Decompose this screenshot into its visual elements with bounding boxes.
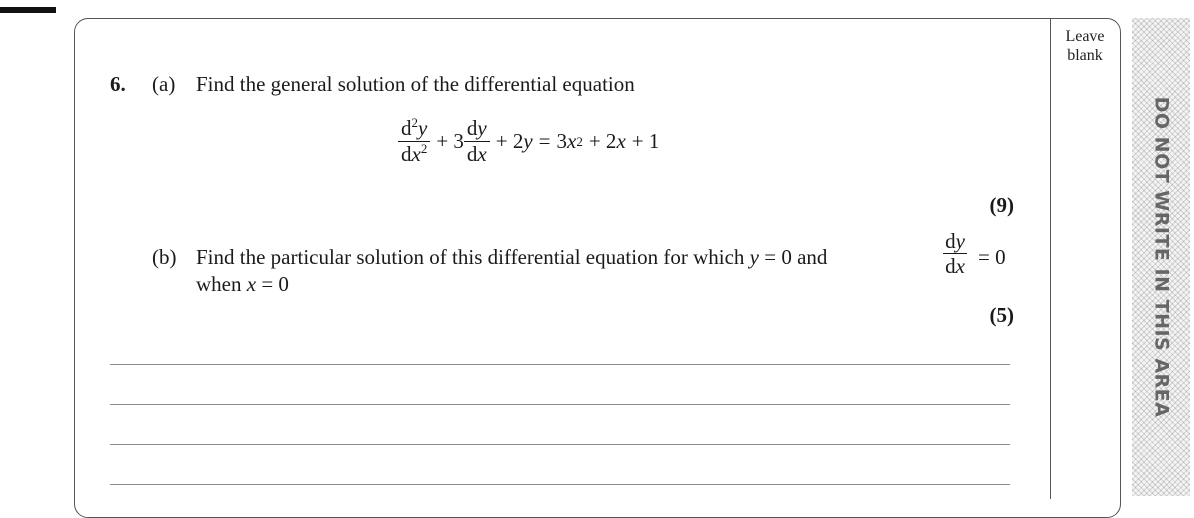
- answer-line[interactable]: [110, 364, 1010, 365]
- leave-blank-label: Leave blank: [1065, 28, 1105, 64]
- part-b-text-line1: Find the particular solution of this differential equation for which y = 0 and: [196, 245, 828, 269]
- corner-mark: [0, 7, 56, 13]
- y-variable: y: [523, 129, 533, 153]
- part-b-label: (b): [152, 245, 177, 269]
- rhs-x-squared: x: [567, 129, 577, 153]
- answer-line[interactable]: [110, 484, 1010, 485]
- dy-dx-fraction: $\frac{dy}{dx}$: [945, 229, 965, 278]
- rhs-coefficient: 3: [556, 129, 568, 153]
- rhs-plus-one: + 1: [631, 129, 660, 153]
- part-b-text-line2: when x = 0: [196, 272, 289, 296]
- do-not-write-banner: [1132, 18, 1190, 496]
- condition-equals-zero: = 0: [978, 245, 1006, 269]
- part-b-marks: (5): [989, 303, 1014, 327]
- leave-blank-divider: [1050, 19, 1051, 499]
- rhs-plus-two: + 2: [588, 129, 617, 153]
- part-a-text: Find the general solution of the differential equation: [196, 72, 635, 96]
- plus-two: + 2: [495, 129, 524, 153]
- do-not-write-text: DO NOT WRITE IN THIS AREA: [1150, 96, 1172, 418]
- equals-sign: =: [538, 129, 551, 153]
- differential-equation: $\frac{d^2y}{dx^2}$ + 3 $\frac{dy}{dx}$ + 2 y = 3 x 2 + 2 x + 1: [398, 116, 659, 167]
- question-number: 6.: [110, 72, 126, 96]
- second-derivative-fraction: $\frac{d^2y}{dx^2}$: [398, 116, 430, 167]
- first-derivative-fraction: $\frac{dy}{dx}$: [464, 116, 490, 167]
- part-a-label: (a): [152, 72, 176, 96]
- rhs-x: x: [616, 129, 626, 153]
- part-a-marks: (9): [989, 193, 1014, 217]
- answer-line[interactable]: [110, 404, 1010, 405]
- answer-line[interactable]: [110, 444, 1010, 445]
- plus-three: + 3: [436, 129, 464, 153]
